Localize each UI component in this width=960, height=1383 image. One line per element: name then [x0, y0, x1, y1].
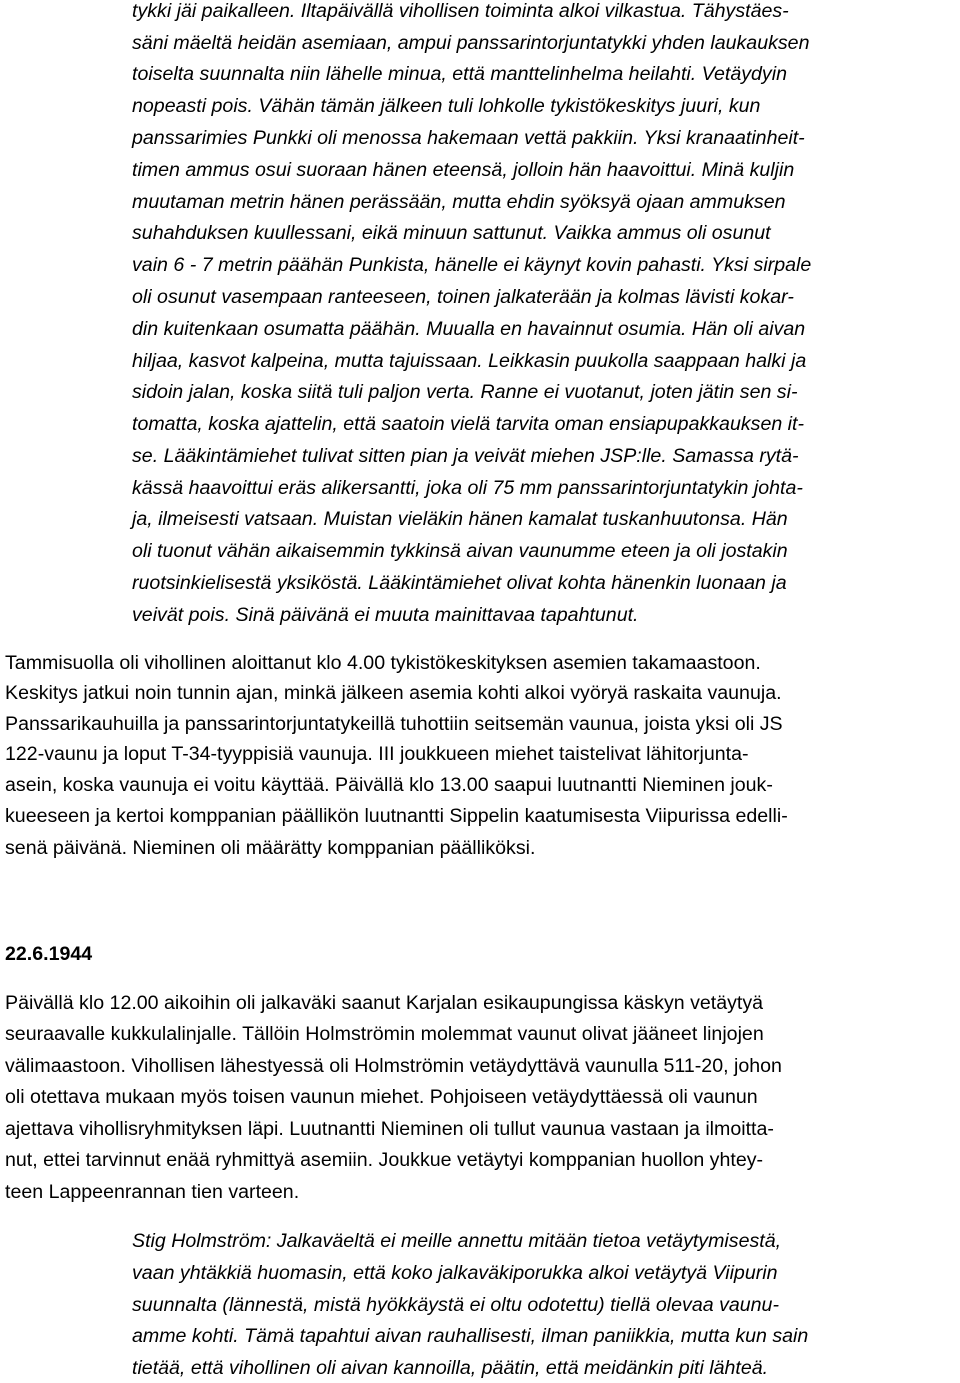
- text-line: sidoin jalan, koska siitä tuli paljon verta. Ranne ei vuotanut, joten jätin sen si-: [132, 381, 798, 403]
- text-line: oli osunut vasempaan ranteeseen, toinen jalkaterään ja kolmas lävisti kokar-: [132, 286, 794, 308]
- text-line: senä päivänä. Nieminen oli määrätty komppanian päälliköksi.: [5, 837, 536, 859]
- text-line: nopeasti pois. Vähän tämän jälkeen tuli lohkolle tykistökeskitys juuri, kun: [132, 95, 761, 117]
- text-line: seuraavalle kukkulalinjalle. Tällöin Holmströmin molemmat vaunut olivat jääneet linjojen: [5, 1023, 764, 1045]
- text-line: Stig Holmström: Jalkaväeltä ei meille annettu mitään tietoa vetäytymisestä,: [132, 1230, 782, 1252]
- text-line: suhahduksen kuullessani, eikä minuun sattunut. Vaikka ammus oli osunut: [132, 222, 771, 244]
- text-line: timen ammus osui suoraan hänen eteensä, jolloin hän haavoittui. Minä kuljin: [132, 159, 795, 181]
- text-line: 122-vaunu ja loput T-34-tyyppisiä vaunuja. III joukkueen miehet taistelivat lähitorjunta-: [5, 743, 749, 765]
- text-line: ruotsinkielisestä yksiköstä. Lääkintämiehet olivat kohta hänenkin luonaan ja: [132, 572, 787, 594]
- text-line: tomatta, koska ajattelin, että saatoin vielä tarvita oman ensiapupakkauksen it-: [132, 413, 805, 435]
- text-line: välimaastoon. Vihollisen lähestyessä oli Holmströmin vetäydyttävä vaunulla 511-20, johon: [5, 1055, 782, 1077]
- text-line: oli otettava mukaan myös toisen vaunun miehet. Pohjoiseen vetäydyttäessä oli vaunun: [5, 1086, 758, 1108]
- text-line: Panssarikauhuilla ja panssarintorjuntatykeillä tuhottiin seitsemän vaunua, joista yksi oli JS: [5, 713, 783, 735]
- text-line: tykki jäi paikalleen. Iltapäivällä vihollisen toiminta alkoi vilkastua. Tähystäes-: [132, 0, 789, 22]
- text-line: vaan yhtäkkiä huomasin, että koko jalkaväkiporukka alkoi vetäytyä Viipurin: [132, 1262, 778, 1284]
- text-line: muutaman metrin hänen perässään, mutta ehdin syöksyä ojaan ammuksen: [132, 191, 786, 213]
- date-heading: 22.6.1944: [5, 943, 93, 965]
- text-line: amme kohti. Tämä tapahtui aivan rauhallisesti, ilman paniikkia, mutta kun sain: [132, 1325, 809, 1347]
- text-line: hiljaa, kasvot kalpeina, mutta tajuissaan. Leikkasin puukolla saappaan halki ja: [132, 350, 807, 372]
- text-line: kueeseen ja kertoi komppanian päällikön luutnantti Sippelin kaatumisesta Viipurissa edelli-: [5, 805, 788, 827]
- text-line: ajettava vihollisryhmityksen läpi. Luutnantti Nieminen oli tullut vaunua vastaan ja ilmoitta-: [5, 1118, 774, 1140]
- text-line: nut, ettei tarvinnut enää ryhmittyä asemiin. Joukkue vetäytyi komppanian huollon yhtey-: [5, 1149, 764, 1171]
- text-line: säni mäeltä heidän asemiaan, ampui panssarintorjuntatykki yhden laukauksen: [132, 32, 810, 54]
- text-line: ja, ilmeisesti vatsaan. Muistan vieläkin hänen kamalat tuskanhuutonsa. Hän: [132, 508, 788, 530]
- text-line: panssarimies Punkki oli menossa hakemaan vettä pakkiin. Yksi kranaatinheit-: [132, 127, 805, 149]
- text-line: Keskitys jatkui noin tunnin ajan, minkä jälkeen asemia kohti alkoi vyöryä raskaita vaunuja.: [5, 682, 782, 704]
- text-line: Tammisuolla oli vihollinen aloittanut klo 4.00 tykistökeskityksen asemien takamaastoon.: [5, 652, 761, 674]
- text-line: kässä haavoittui eräs alikersantti, joka oli 75 mm panssarintorjuntatykin johta-: [132, 477, 803, 499]
- text-line: suunnalta (lännestä, mistä hyökkäystä ei oltu odotettu) tiellä olevaa vaunu-: [132, 1294, 779, 1316]
- text-line: vain 6 - 7 metrin päähän Punkista, hänelle ei käynyt kovin pahasti. Yksi sirpale: [132, 254, 812, 276]
- text-line: teen Lappeenrannan tien varteen.: [5, 1181, 300, 1203]
- text-line: oli tuonut vähän aikaisemmin tykkinsä aivan vaunumme eteen ja oli jostakin: [132, 540, 788, 562]
- text-line: tietää, että vihollinen oli aivan kannoilla, päätin, että meidänkin piti lähteä.: [132, 1357, 769, 1379]
- text-line: Päivällä klo 12.00 aikoihin oli jalkaväki saanut Karjalan esikaupungissa käskyn vetäytyä: [5, 992, 764, 1014]
- text-line: se. Lääkintämiehet tulivat sitten pian ja veivät miehen JSP:lle. Samassa rytä-: [132, 445, 799, 467]
- text-line: veivät pois. Sinä päivänä ei muuta mainittavaa tapahtunut.: [132, 604, 639, 626]
- text-line: din kuitenkaan osumatta päähän. Muualla en havainnut osumia. Hän oli aivan: [132, 318, 806, 340]
- text-line: asein, koska vaunuja ei voitu käyttää. Päivällä klo 13.00 saapui luutnantti Nieminen jouk-: [5, 774, 773, 796]
- text-line: toiselta suunnalta niin lähelle minua, että manttelinhelma heilahti. Vetäydyin: [132, 63, 787, 85]
